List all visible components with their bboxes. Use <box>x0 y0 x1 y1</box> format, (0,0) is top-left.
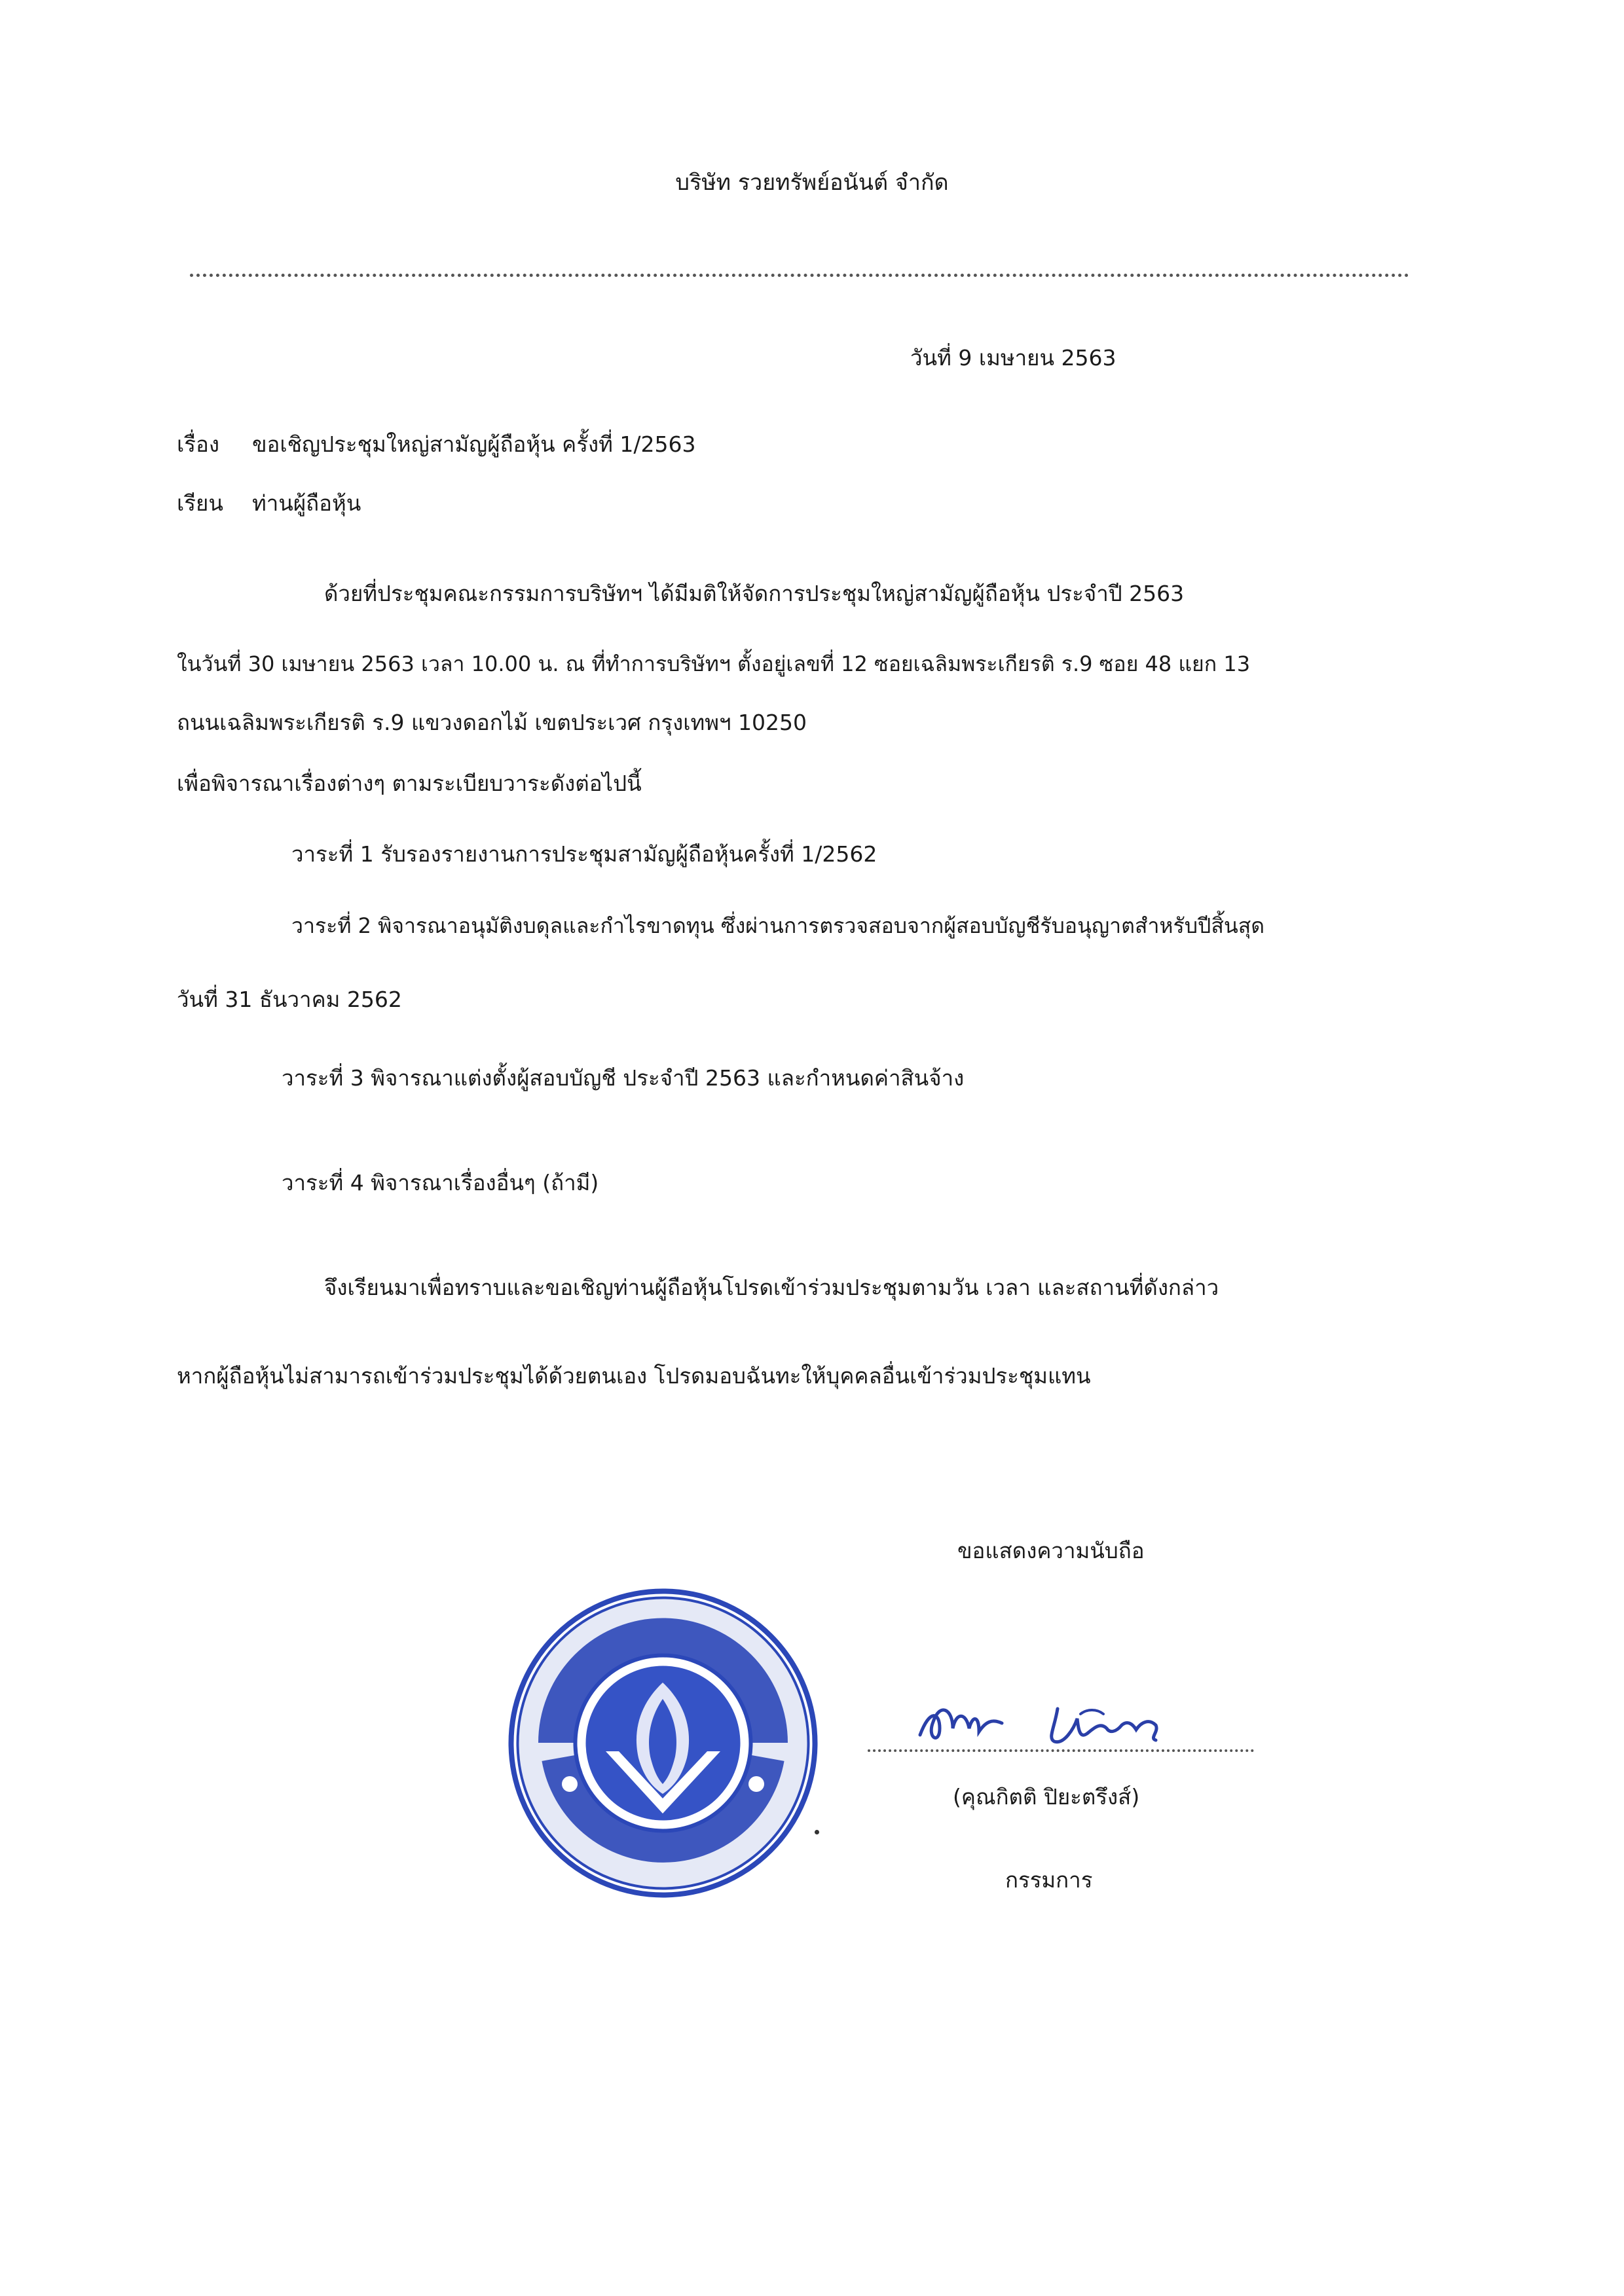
intro-line-1: ด้วยที่ประชุมคณะกรรมการบริษัทฯ ได้มีมติให้จัดการประชุมใหญ่สามัญผู้ถือหุ้น ประจำปี 2563 <box>324 581 1185 606</box>
closing-line-2: หากผู้ถือหุ้นไม่สามารถเข้าร่วมประชุมได้ด้วยตนเอง โปรดมอบฉันทะให้บุคคลอื่นเข้าร่วมประชุมแทน <box>177 1363 1091 1389</box>
signatory-name: (คุณกิตติ ปิยะตรึงส์) <box>953 1784 1140 1810</box>
subject-label: เรื่อง <box>177 431 219 457</box>
sign-off-greeting: ขอแสดงความนับถือ <box>957 1538 1145 1563</box>
stray-dot <box>815 1830 819 1834</box>
agenda-item-2-continuation: วันที่ 31 ธันวาคม 2562 <box>177 987 402 1012</box>
agenda-item-2: วาระที่ 2 พิจารณาอนุมัติงบดุลและกำไรขาดทุน ซึ่งผ่านการตรวจสอบจากผู้สอบบัญชีรับอนุญาตสำหรับปีสิ้นสุด <box>291 913 1265 938</box>
intro-line-3: ถนนเฉลิมพระเกียรติ ร.9 แขวงดอกไม้ เขตประเวศ กรุงเทพฯ 10250 <box>177 710 807 735</box>
recipient-text: ท่านผู้ถือหุ้น <box>252 490 361 516</box>
signatory-title: กรรมการ <box>1005 1867 1093 1893</box>
subject-text: ขอเชิญประชุมใหญ่สามัญผู้ถือหุ้น ครั้งที่ 1/2563 <box>252 431 696 457</box>
header-divider <box>190 274 1409 277</box>
intro-line-2: ในวันที่ 30 เมษายน 2563 เวลา 10.00 น. ณ ที่ทำการบริษัทฯ ตั้งอยู่เลขที่ 12 ซอยเฉลิมพระเกียรติ ร.9 ซอย 48 แยก 13 <box>177 651 1251 676</box>
letter-date: วันที่ 9 เมษายน 2563 <box>910 345 1116 371</box>
agenda-item-4: วาระที่ 4 พิจารณาเรื่องอื่นๆ (ถ้ามี) <box>282 1170 599 1195</box>
intro-line-4: เพื่อพิจารณาเรื่องต่างๆ ตามระเบียบวาระดังต่อไปนี้ <box>177 771 642 796</box>
closing-line-1: จึงเรียนมาเพื่อทราบและขอเชิญท่านผู้ถือหุ้นโปรดเข้าร่วมประชุมตามวัน เวลา และสถานที่ดังกล่าว <box>324 1275 1219 1300</box>
agenda-item-3: วาระที่ 3 พิจารณาแต่งตั้งผู้สอบบัญชี ประจำปี 2563 และกำหนดค่าสินจ้าง <box>282 1065 965 1091</box>
agenda-item-1: วาระที่ 1 รับรองรายงานการประชุมสามัญผู้ถือหุ้นครั้งที่ 1/2562 <box>291 841 877 867</box>
company-name: บริษัท รวยทรัพย์อนันต์ จำกัด <box>675 170 949 196</box>
signature-line <box>868 1749 1254 1752</box>
recipient-label: เรียน <box>177 490 223 516</box>
company-seal <box>507 1588 819 1899</box>
